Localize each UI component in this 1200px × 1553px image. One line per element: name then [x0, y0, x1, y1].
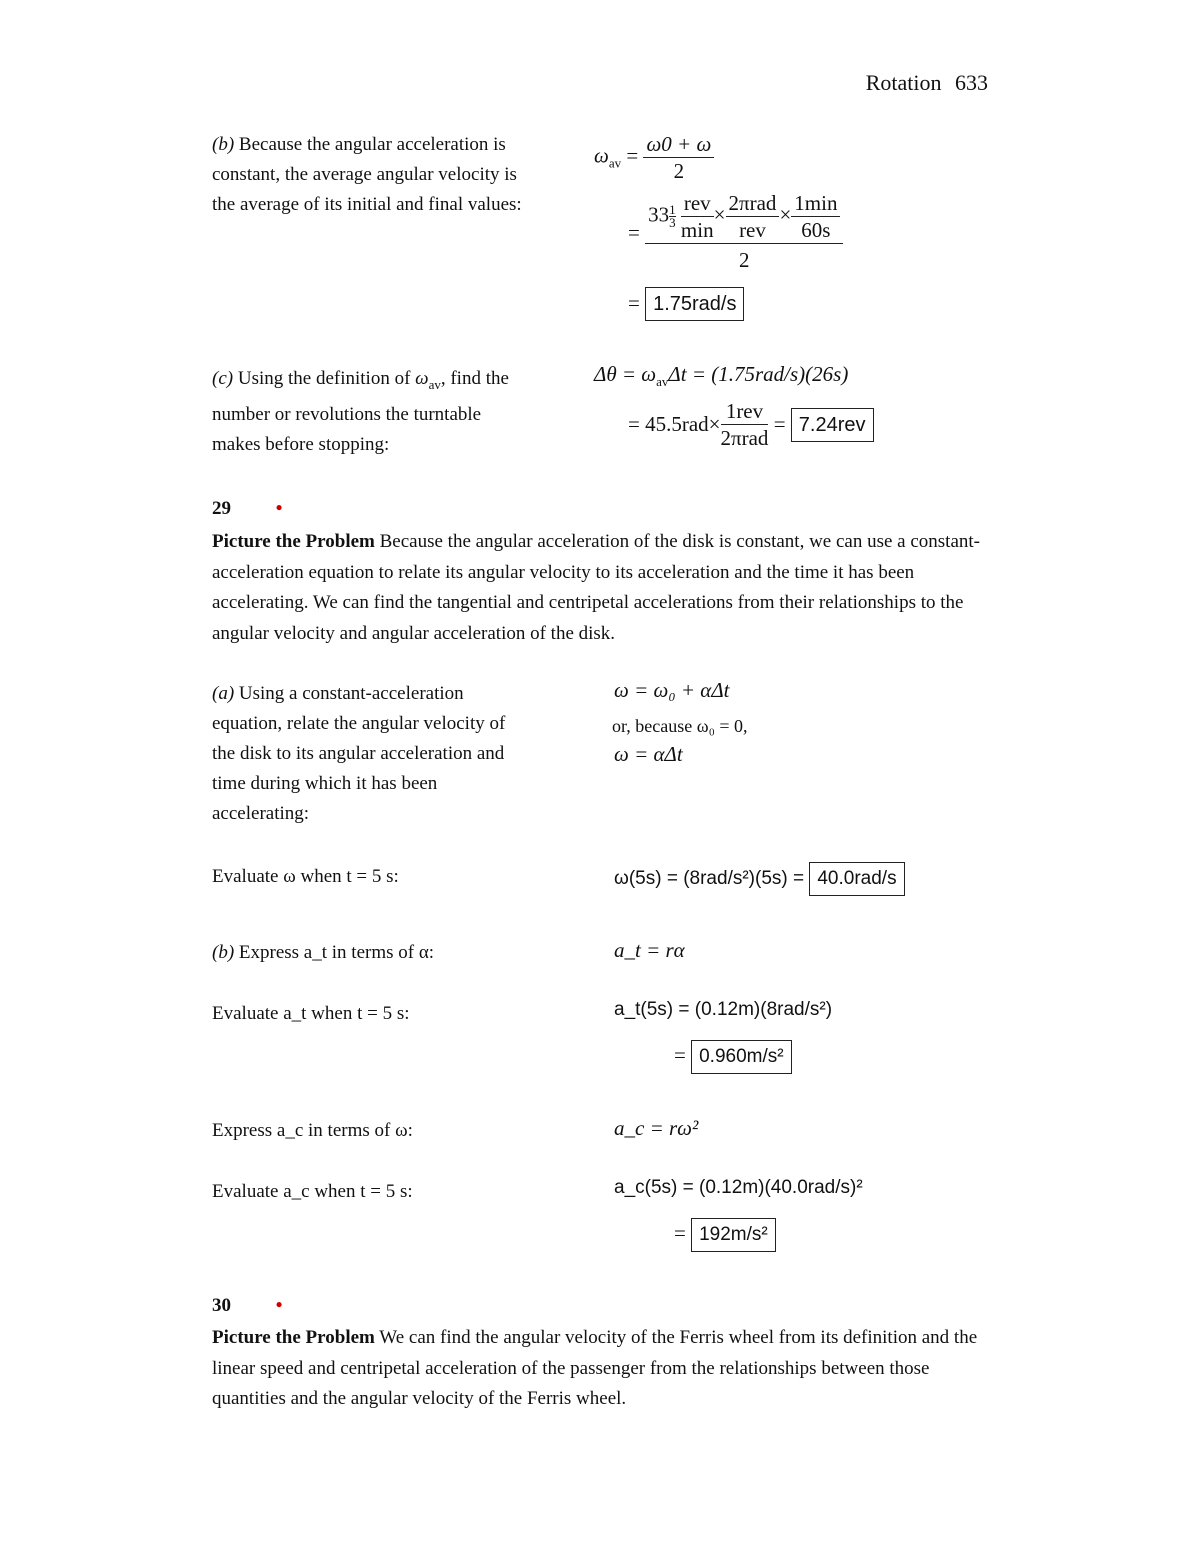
problem-30-picture	[212, 1323, 1002, 1415]
fraction	[643, 131, 714, 184]
omega-kinematic-equation: ω = ω₀ + αΔt	[614, 678, 730, 702]
rev-per-min	[681, 190, 714, 243]
problem-29-heading	[212, 498, 282, 520]
part-b-explanation	[212, 130, 532, 220]
difficulty-dot: •	[275, 1295, 283, 1316]
rev-per-rad	[721, 398, 769, 451]
eval-at-text: Evaluate a_t when t = 5 s:	[212, 1003, 410, 1024]
denominator: 2πrad	[720, 426, 769, 450]
centripetal-accel-equation: a_c = rω²	[614, 1116, 699, 1140]
page-header	[866, 70, 988, 96]
subscript: av	[608, 155, 622, 171]
part-text: Express a_t in terms of α:	[238, 942, 435, 963]
part-text: Using a constant-acceleration equation, relate the angular velocity of the disk to its angular acceleration and time during which it has been accelerating:	[212, 683, 506, 824]
numerator: ω0 + ω	[643, 131, 714, 158]
eq-lhs: Δθ = ω	[594, 362, 657, 386]
big-numerator	[645, 190, 843, 244]
problem-number: 29	[212, 498, 231, 519]
big-denominator: 2	[739, 248, 750, 272]
equals-sign: =	[674, 1043, 686, 1067]
eval-omega-equation	[614, 862, 905, 896]
denominator: 2	[673, 159, 685, 183]
boxed-answer: 1.75rad/s	[645, 287, 744, 321]
initial-condition-note: or, because ω₀ = 0,	[612, 716, 748, 736]
big-fraction	[645, 190, 843, 276]
ptp-label: Picture the Problem	[212, 531, 375, 552]
part-text: Because the angular acceleration is constant, the average angular velocity is the average of its initial and final values:	[212, 134, 522, 215]
equals-sign: =	[626, 143, 639, 168]
avg-omega-result	[628, 287, 744, 321]
ptp-text: We can find the angular velocity of the Ferris wheel from its definition and the linear speed and centripetal acceleration of the passenger from the relationships between those quantities and the angular velocity of the Ferris wheel.	[212, 1327, 978, 1409]
ptp-text: Because the angular acceleration of the disk is constant, we can use a constant-acceleration equation to relate its angular velocity to its acceleration and the time it has been accelerating. We can find the tangential and centripetal accelerations from their relationships to the angular velocity and angular acceleration of the disk.	[212, 531, 980, 644]
revolutions-equation	[628, 398, 874, 451]
delta-theta-equation	[594, 362, 848, 390]
subscript: av	[428, 376, 441, 392]
eq-rhs: Δt = (1.75rad/s)(26s)	[668, 362, 849, 386]
tangential-accel-equation: a_t = rα	[614, 938, 685, 962]
f2-num: 2πrad	[726, 190, 780, 217]
section-title: Rotation	[865, 70, 942, 95]
min-per-sec	[791, 190, 840, 243]
eval-at-equation: a_t(5s) = (0.12m)(8rad/s²)	[614, 999, 833, 1020]
part-label: (b)	[212, 134, 235, 155]
equals-sign: =	[628, 220, 640, 245]
eval-ac-result	[674, 1218, 776, 1252]
part-b-text	[212, 938, 572, 968]
problem-30-heading	[212, 1295, 282, 1317]
eval-ac-text: Evaluate a_c when t = 5 s:	[212, 1181, 413, 1202]
boxed-answer: 40.0rad/s	[809, 862, 904, 896]
part-label: (a)	[212, 683, 235, 704]
problem-number: 30	[212, 1295, 231, 1316]
eval-at-result	[674, 1040, 792, 1074]
omega-symbol: ω	[415, 368, 429, 389]
boxed-answer: 192m/s²	[691, 1218, 776, 1252]
boxed-answer: 7.24rev	[791, 408, 874, 442]
equals-sign: =	[674, 1221, 686, 1245]
avg-omega-equation	[594, 131, 714, 184]
times-sign: ×	[713, 202, 726, 227]
mixed-den: 3	[669, 215, 676, 230]
part-label: (b)	[212, 942, 235, 963]
express-ac-text: Express a_c in terms of ω:	[212, 1120, 413, 1141]
page-number: 633	[955, 70, 988, 95]
part-text: Using the definition of	[237, 368, 411, 389]
eq-body: ω(5s) = (8rad/s²)(5s) =	[614, 868, 805, 889]
numerator: 1rev	[721, 398, 769, 425]
omega-simplified-equation: ω = αΔt	[614, 742, 683, 766]
subscript: av	[656, 374, 669, 390]
f1-num: rev	[681, 190, 714, 217]
rad-per-rev	[726, 190, 780, 243]
f3-num: 1min	[791, 190, 840, 217]
difficulty-dot: •	[275, 498, 283, 519]
boxed-answer: 0.960m/s²	[691, 1040, 791, 1074]
times-sign: ×	[779, 202, 792, 227]
eval-omega-text: Evaluate ω when t = 5 s:	[212, 866, 399, 887]
f3-den: 60s	[801, 218, 831, 242]
part-text-rest: , find the number or revolutions the turntable makes before stopping:	[212, 368, 509, 455]
ptp-label: Picture the Problem	[212, 1327, 375, 1348]
problem-29-picture	[212, 527, 1002, 649]
f2-den: rev	[739, 218, 766, 242]
part-a-explanation	[212, 679, 532, 829]
mixed-fraction	[669, 204, 676, 229]
f1-den: min	[680, 218, 714, 242]
mixed-number: 33	[648, 202, 670, 227]
equals-sign: =	[628, 291, 640, 315]
part-label: (c)	[212, 368, 234, 389]
eq-lead: = 45.5rad×	[628, 412, 721, 436]
part-c-explanation	[212, 364, 532, 460]
omega-symbol: ω	[594, 143, 609, 168]
eval-ac-equation: a_c(5s) = (0.12m)(40.0rad/s)²	[614, 1177, 863, 1198]
avg-omega-substitution	[628, 190, 843, 276]
mixed-num: 1	[669, 202, 676, 217]
equals-sign: =	[773, 412, 786, 436]
